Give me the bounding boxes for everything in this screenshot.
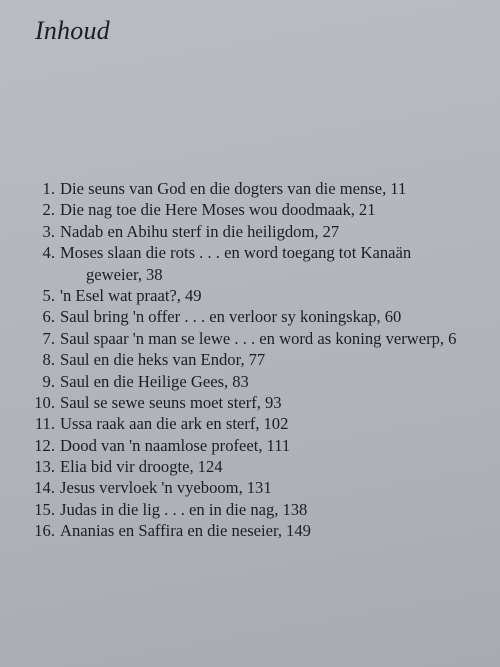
entry-title: Jesus vervloek 'n vyeboom, bbox=[60, 478, 243, 498]
table-of-contents bbox=[0, 178, 500, 542]
entry-page: 21 bbox=[358, 200, 376, 220]
toc-entry bbox=[0, 285, 500, 306]
entry-number: 6. bbox=[42, 307, 55, 327]
toc-entry bbox=[0, 371, 500, 392]
entry-number: 3. bbox=[42, 221, 55, 241]
entry-number: 16. bbox=[34, 521, 55, 541]
entry-line bbox=[60, 456, 223, 477]
toc-entry bbox=[0, 435, 500, 456]
toc-entry bbox=[0, 242, 500, 285]
toc-entry bbox=[0, 392, 500, 413]
entry-page: 124 bbox=[197, 457, 223, 477]
entry-page: 6 bbox=[448, 328, 457, 348]
entry-page: 111 bbox=[266, 435, 291, 455]
entry-page: 131 bbox=[246, 478, 272, 498]
entry-title: Nadab en Abihu sterf in die heiligdom, bbox=[60, 221, 319, 241]
entry-page: 11 bbox=[390, 179, 407, 198]
entry-number: 11. bbox=[34, 414, 55, 434]
entry-title: Saul en die heks van Endor, bbox=[60, 350, 245, 370]
entry-title: 'n Esel wat praat?, bbox=[60, 285, 181, 305]
entry-title: Dood van 'n naamlose profeet, bbox=[60, 435, 263, 455]
entry-number: 9. bbox=[42, 371, 55, 391]
toc-entry bbox=[0, 456, 500, 477]
entry-line bbox=[60, 413, 288, 434]
entry-page: 138 bbox=[282, 499, 308, 519]
entry-line-continued bbox=[86, 264, 163, 285]
entry-number: 12. bbox=[34, 435, 55, 455]
entry-number: 15. bbox=[34, 499, 55, 519]
entry-title: Saul en die Heilige Gees, bbox=[60, 371, 229, 391]
entry-title: Ussa raak aan die ark en sterf, bbox=[60, 414, 260, 434]
entry-line bbox=[60, 221, 339, 242]
entry-line bbox=[60, 328, 456, 349]
page-title: Inhoud bbox=[35, 16, 110, 45]
entry-title: Die nag toe die Here Moses wou doodmaak, bbox=[60, 200, 355, 220]
toc-entry bbox=[0, 477, 500, 498]
toc-entry bbox=[0, 499, 500, 520]
entry-line bbox=[60, 199, 376, 220]
entry-line bbox=[60, 371, 249, 392]
entry-line bbox=[60, 477, 272, 498]
entry-line bbox=[60, 499, 307, 520]
entry-number: 13. bbox=[34, 457, 55, 477]
entry-number: 1. bbox=[42, 179, 55, 198]
entry-line bbox=[60, 306, 401, 327]
entry-number: 5. bbox=[42, 285, 55, 305]
entry-title: Saul bring 'n offer . . . en verloor sy koningskap, bbox=[60, 307, 381, 327]
toc-entry bbox=[0, 349, 500, 370]
entry-title: Die seuns van God en die dogters van die mense, bbox=[60, 179, 387, 198]
entry-line bbox=[60, 285, 202, 306]
entry-line bbox=[60, 392, 282, 413]
entry-number: 2. bbox=[42, 200, 55, 220]
entry-page: 149 bbox=[286, 521, 311, 541]
entry-number: 10. bbox=[34, 392, 55, 412]
entry-page: 83 bbox=[232, 371, 249, 391]
entry-number: 14. bbox=[34, 478, 55, 498]
entry-page: 27 bbox=[322, 221, 340, 241]
entry-page: 38 bbox=[146, 264, 163, 284]
entry-page: 102 bbox=[263, 414, 289, 434]
entry-line bbox=[60, 178, 406, 199]
entry-number: 8. bbox=[42, 350, 55, 370]
entry-line bbox=[60, 435, 290, 456]
toc-entry bbox=[0, 178, 500, 199]
entry-line bbox=[60, 349, 265, 370]
entry-title: Moses slaan die rots . . . en word toegang tot Kanaän bbox=[60, 243, 412, 263]
toc-entry bbox=[0, 221, 500, 242]
entry-title: Saul se sewe seuns moet sterf, bbox=[60, 392, 261, 412]
toc-entry bbox=[0, 413, 500, 434]
entry-title: Elia bid vir droogte, bbox=[60, 457, 194, 477]
toc-entry bbox=[0, 199, 500, 220]
entry-number: 4. bbox=[42, 243, 55, 263]
entry-number: 7. bbox=[42, 328, 55, 348]
entry-title: Ananias en Saffira en die neseier, bbox=[60, 521, 283, 541]
toc-entry bbox=[0, 520, 500, 541]
entry-page: 93 bbox=[264, 392, 282, 412]
entry-line bbox=[60, 520, 311, 541]
toc-entry bbox=[0, 306, 500, 327]
entry-title: Saul spaar 'n man se lewe . . . en word as koning verwerp, bbox=[60, 328, 445, 348]
toc-entry bbox=[0, 328, 500, 349]
entry-page: 60 bbox=[384, 307, 402, 327]
entry-title-continued: geweier, bbox=[86, 264, 142, 284]
entry-page: 77 bbox=[248, 350, 266, 370]
entry-page: 49 bbox=[184, 285, 202, 305]
entry-title: Judas in die lig . . . en in die nag, bbox=[60, 499, 279, 519]
